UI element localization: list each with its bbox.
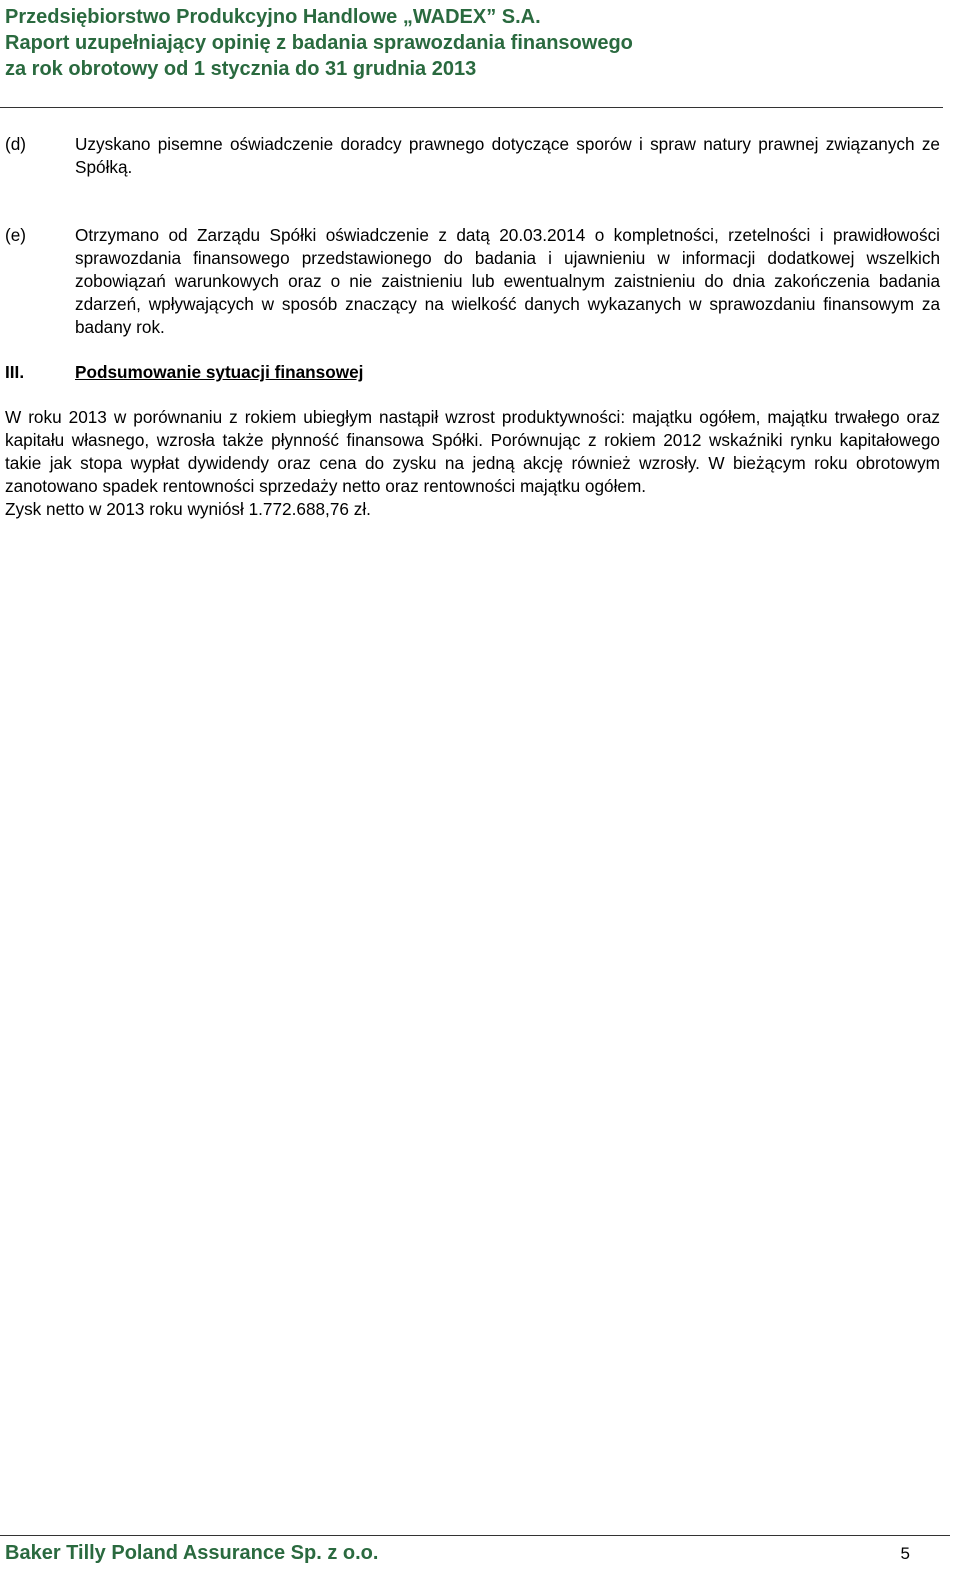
financial-summary-paragraph: W roku 2013 w porównaniu z rokiem ubiegłym nastąpił wzrost produktywności: majątku ogółem, majątku trwałego oraz kapitału własnego, wzrosła także płynność finansowa Spółki. Porównując z rokiem 2012 wskaźniki rynku kapitałowego takie jak stopa wypłat dywidendy oraz cena do zysku na jedną akcję również wzrosły. W bieżącym roku obrotowym zanotowano spadek rentowności sprzedaży netto oraz rentowności majątku ogółem. bbox=[5, 407, 940, 496]
section-number: III. bbox=[5, 362, 25, 382]
report-period: za rok obrotowy od 1 stycznia do 31 grudnia 2013 bbox=[5, 58, 477, 80]
company-name: Przedsiębiorstwo Produkcyjno Handlowe „WADEX” S.A. bbox=[5, 6, 541, 28]
list-item-d bbox=[5, 133, 940, 179]
list-item-e bbox=[5, 224, 940, 339]
document-body bbox=[5, 133, 940, 521]
footer-company-name: Baker Tilly Poland Assurance Sp. z o.o. bbox=[5, 1542, 379, 1564]
page-footer bbox=[5, 1540, 910, 1567]
section-heading bbox=[5, 361, 940, 384]
page-number: 5 bbox=[900, 1544, 910, 1563]
net-profit-statement: Zysk netto w 2013 roku wyniósł 1.772.688,76 zł. bbox=[5, 499, 371, 519]
footer-divider bbox=[0, 1535, 950, 1536]
section-title: Podsumowanie sytuacji finansowej bbox=[75, 362, 364, 382]
header-divider bbox=[0, 107, 943, 108]
report-title: Raport uzupełniający opinię z badania sprawozdania finansowego bbox=[5, 32, 633, 54]
list-item-label: (e) bbox=[5, 225, 27, 245]
page-header bbox=[5, 4, 945, 82]
list-item-text: Otrzymano od Zarządu Spółki oświadczenie z datą 20.03.2014 o kompletności, rzetelności i prawidłowości sprawozdania finansowego przedstawionego do badania i ujawnieniu w informacji dodatkowej wszelkich zobowiązań warunkowych oraz o nie zaistnieniu lub ewentualnym zaistnieniu do dnia zakończenia badania zdarzeń, wpływających w sposób znaczący na wielkość danych wykazanych w sprawozdaniu finansowym za badany rok. bbox=[75, 225, 940, 337]
list-item-label: (d) bbox=[5, 134, 27, 154]
list-item-text: Uzyskano pisemne oświadczenie doradcy prawnego dotyczące sporów i spraw natury prawnej związanych ze Spółką. bbox=[75, 134, 940, 177]
